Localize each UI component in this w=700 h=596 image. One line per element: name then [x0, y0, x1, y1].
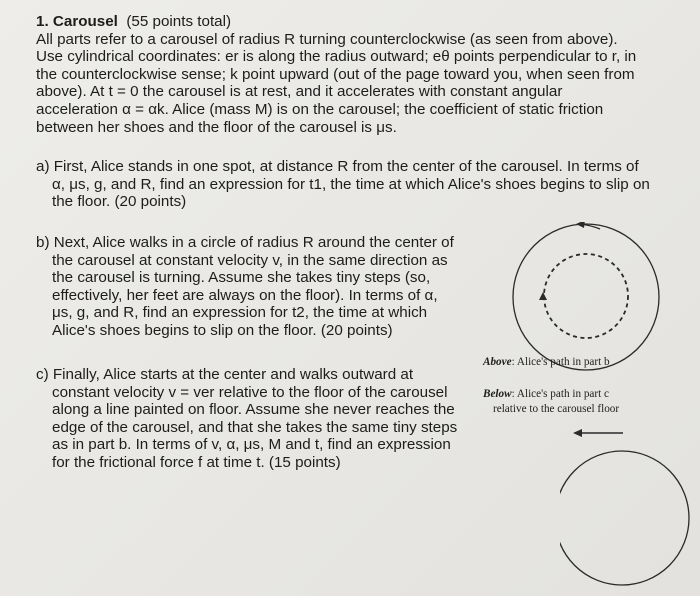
part-a-line: α, μs, g, and R, find an expression for t1, the time at which Alice's shoes begins to slip on [52, 175, 650, 193]
part-c-line: constant velocity v = ver relative to the floor of the carousel [52, 383, 448, 401]
path-direction-arrow-icon [539, 292, 547, 300]
intro-line: above). At t = 0 the carousel is at rest, and it accelerates with constant angular [36, 83, 563, 101]
part-b-line: Alice's shoes begins to slip on the floor. (20 points) [52, 321, 393, 339]
intro-line: Use cylindrical coordinates: er is along the radius outward; eθ points perpendicular to r, in [36, 48, 637, 66]
intro-line: acceleration α = αk. Alice (mass M) is on the carousel; the coefficient of static friction [36, 100, 604, 118]
intro-line: between her shoes and the floor of the carousel is μs. [36, 118, 397, 136]
alice-dashed-path [544, 254, 628, 338]
caption-below-text-2: relative to the carousel floor [493, 403, 620, 415]
intro-line: the counterclockwise sense; k point upward (out of the page toward you, when seen from [36, 65, 635, 83]
part-c-line: along a line painted on floor. Assume she never reaches the [52, 401, 455, 419]
part-c [36, 366, 457, 472]
part-b-line: the carousel at constant velocity v, in the same direction as [52, 251, 448, 269]
part-a-line: a) First, Alice stands in one spot, at distance R from the center of the carousel. In terms of [36, 158, 639, 175]
part-c-line: c) Finally, Alice starts at the center and walks outward at [36, 366, 414, 383]
part-b-line: effectively, her feet are always on the floor). In terms of α, [52, 286, 438, 304]
carousel-circle [513, 224, 659, 370]
part-c-diagram [560, 414, 696, 596]
caption-above-label: Above [483, 356, 512, 368]
problem-heading [36, 13, 636, 31]
caption-below-text: : Alice's path in part c [511, 388, 609, 400]
caption-below-label: Below [483, 388, 512, 400]
part-c-line: edge of the carousel, and that she takes the same tiny steps [52, 418, 458, 436]
caption-above [483, 356, 610, 369]
intro-line: All parts refer to a carousel of radius R turning counterclockwise (as seen from above). [36, 30, 618, 48]
problem-intro [36, 13, 636, 136]
caption-below [483, 388, 609, 401]
part-b [36, 234, 454, 340]
problem-title: Carousel [52, 13, 118, 30]
part-a [36, 158, 650, 211]
part-b-line: μs, g, and R, find an expression for t2, the time at which [52, 304, 428, 322]
part-c-line: for the frictional force f at time t. (15 points) [52, 453, 341, 471]
rotation-arrow-icon [573, 429, 582, 437]
problem-points: (55 points total) [126, 13, 232, 30]
caption-above-text: : Alice's path in part b [511, 356, 610, 368]
part-b-line: b) Next, Alice walks in a circle of radius R around the center of [36, 234, 454, 251]
part-c-line: as in part b. In terms of v, α, μs, M and t, find an expression [52, 436, 451, 454]
part-a-line: the floor. (20 points) [52, 193, 187, 211]
carousel-circle [560, 451, 689, 585]
problem-number: 1. [36, 13, 49, 30]
part-b-line: the carousel is turning. Assume she takes tiny steps (so, [52, 269, 431, 287]
part-b-diagram [496, 222, 678, 372]
